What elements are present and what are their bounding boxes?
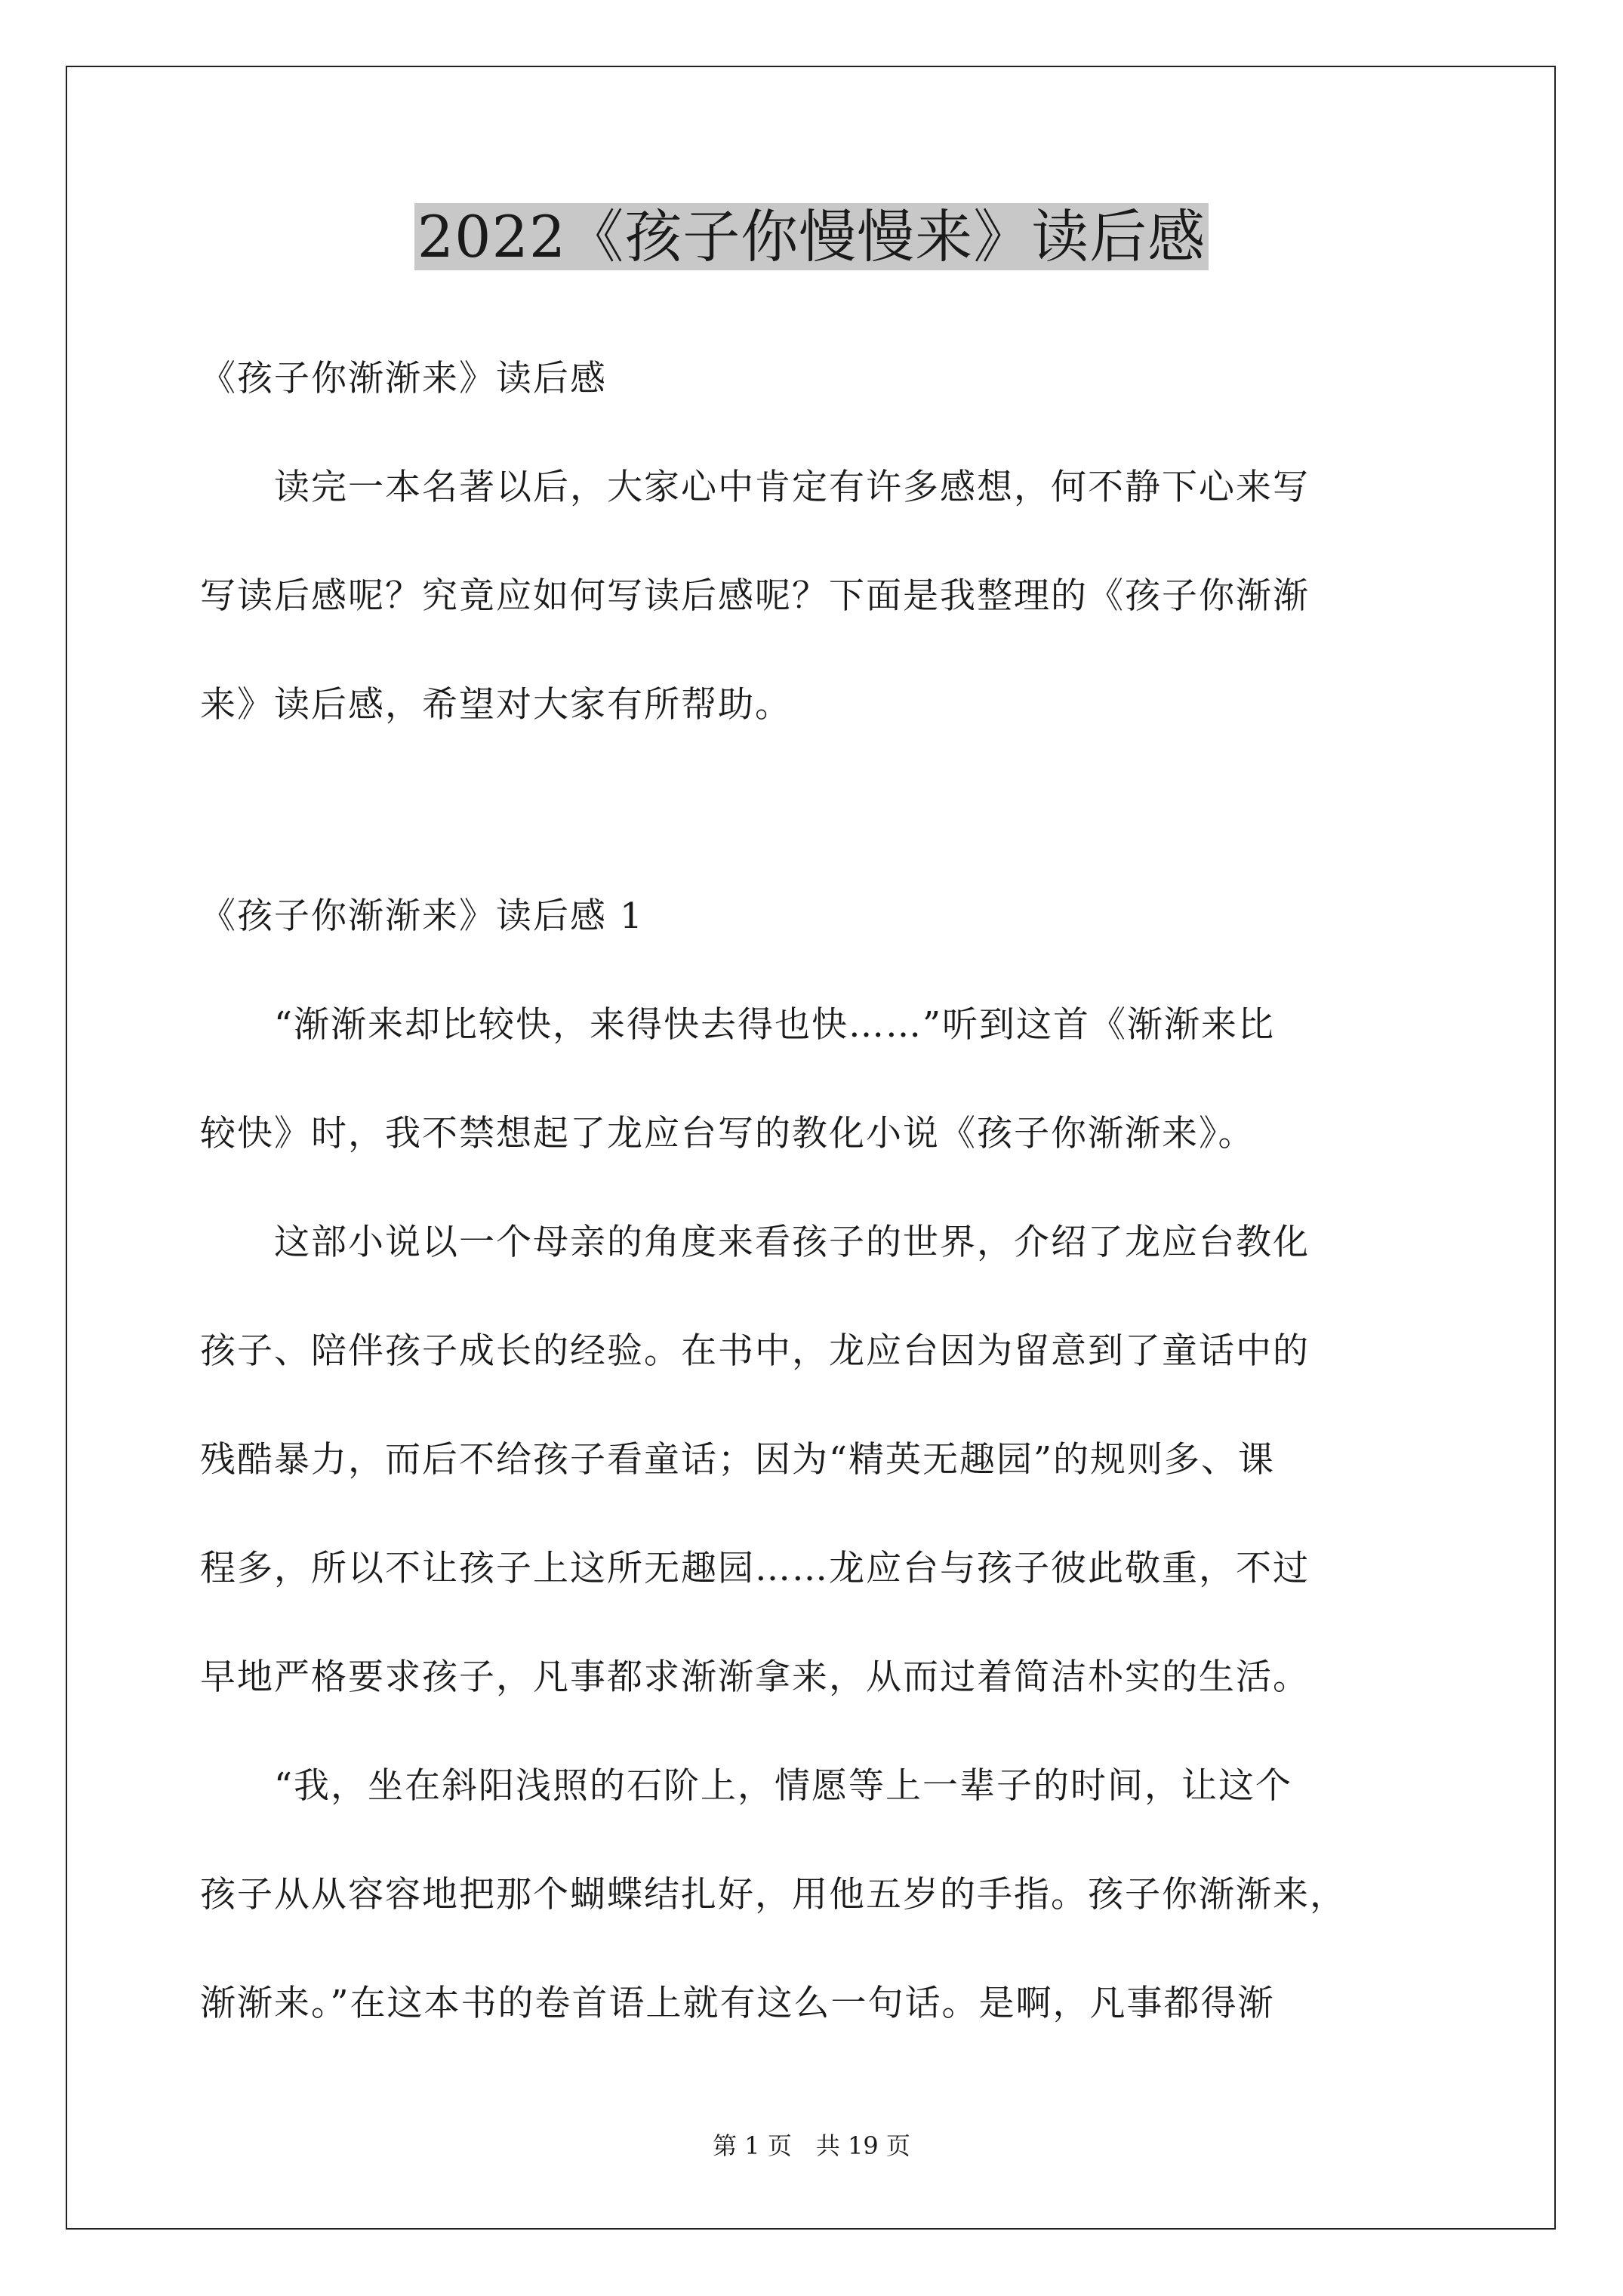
section-heading: 《孩子你渐渐来》读后感 1 (200, 895, 644, 937)
paragraph-line: 残酷暴力，而后不给孩子看童话；因为“精英无趣园”的规则多、课 (200, 1439, 1276, 1481)
paragraph-line: 早地严格要求孩子，凡事都求渐渐拿来，从而过着简洁朴实的生活。 (200, 1657, 1310, 1698)
paragraph-line: “渐渐来却比较快，来得快去得也快……”听到这首《渐渐来比 (200, 1004, 1276, 1046)
paragraph-line: 孩子、陪伴孩子成长的经验。在书中，龙应台因为留意到了童话中的 (200, 1330, 1310, 1372)
document-title: 2022《孩子你慢慢来》读后感 (0, 195, 1623, 279)
paragraph-line: “我，坐在斜阳浅照的石阶上，情愿等上一辈子的时间，让这个 (200, 1765, 1293, 1807)
paragraph-line: 渐渐来。”在这本书的卷首语上就有这么一句话。是啊，凡事都得渐 (200, 1983, 1275, 2024)
paragraph-line: 来》读后感，希望对大家有所帮助。 (200, 684, 792, 726)
paragraph-line: 写读后感呢？究竟应如何写读后感呢？下面是我整理的《孩子你渐渐 (200, 575, 1310, 617)
paragraph-line: 这部小说以一个母亲的角度来看孩子的世界，介绍了龙应台教化 (200, 1222, 1310, 1263)
paragraph-line: 程多，所以不让孩子上这所无趣园……龙应台与孩子彼此敬重，不过 (200, 1548, 1310, 1589)
paragraph-line: 孩子从从容容地把那个蝴蝶结扎好，用他五岁的手指。孩子你渐渐来， (200, 1874, 1347, 1915)
subtitle-line: 《孩子你渐渐来》读后感 (200, 358, 607, 399)
page-number-footer: 第 1 页 共 19 页 (713, 2131, 910, 2160)
paragraph-line: 较快》时，我不禁想起了龙应台写的教化小说《孩子你渐渐来》。 (200, 1113, 1255, 1154)
paragraph-line: 读完一本名著以后，大家心中肯定有许多感想，何不静下心来写 (200, 467, 1310, 508)
